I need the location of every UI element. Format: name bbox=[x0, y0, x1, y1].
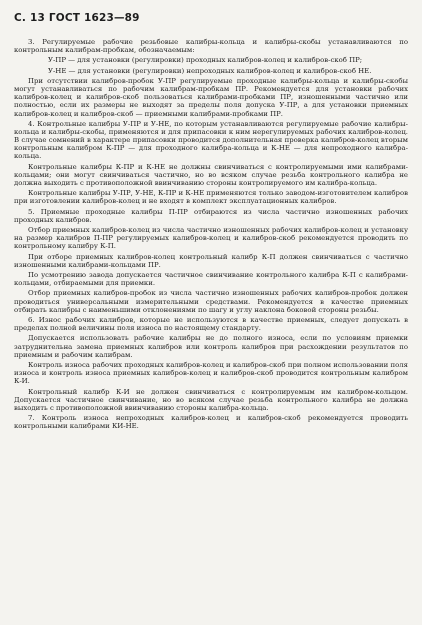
paragraph: Допускается использовать рабочие калибры не до полного износа, если по условиям приемки затруднительна замена приемных калибров или контроль калибров при расхождении результатов по приемным и рабочим калибрам. bbox=[14, 334, 408, 359]
page-header: С. 13 ГОСТ 1623—89 bbox=[14, 12, 140, 24]
paragraph: Отбор приемных калибров-колец из числа частично изношенных рабочих калибров-колец и установку на размер калибров П-ПР регулируемых калибров-колец и калибров-скоб рекомендуется проводить по контрольному калибру К-П. bbox=[14, 226, 408, 251]
paragraph: При отсутствии калибров-пробок У-ПР регулируемые проходные калибры-кольца и калибры-скобы могут устанавливаться по рабочим калибрам-пробкам ПР. Рекомендуется для установки рабочих калибров-колец и калибров-скоб пользоваться калибрами-пробками ПР, изношенными частично или полностью, если их размеры не выходят за пределы поля допуска У-ПР, а для установки приемных калибров-колец и калибров-скоб — приемными калибрами-пробками ПР. bbox=[14, 76, 408, 118]
paragraph: Контрольный калибр К-И не должен свинчиваться с контролируемым им калибром-кольцом. Допускается частичное свинчивание, но во всяком случае резьба контрольного калибра не должна выходить с противоположной ввинчиванию стороны калибра-кольца. bbox=[14, 387, 408, 412]
paragraph: 4. Контрольные калибры У-ПР и У-НЕ, по которым устанавливаются регулируемые рабочие калибры-кольца и калибры-скобы, применяются и для припасовки к ним нерегулируемых рабочих калибров-колец. В случае сомнений в характере припасовки проводится дополнительная проверка калибров-колец вторым контрольным калибром К-ПР — для проходного калибра-кольца и К-НЕ — для непроходного калибра-кольца. bbox=[14, 119, 408, 161]
paragraph: У-ПР — для установки (регулировки) проходных калибров-колец и калибров-скоб ПР; bbox=[48, 56, 363, 65]
paragraph: 5. Приемные проходные калибры П-ПР отбираются из числа частично изношенных рабочих проходных калибров. bbox=[14, 207, 408, 224]
paragraph: Контрольные калибры К-ПР и К-НЕ не должны свинчиваться с контролируемыми ими калибрами-кольцами; они могут свинчиваться частично, но во всяком случае резьба контрольного калибра не должна выходить с противоположной ввинчиванию стороны контролируемого им калибра-кольца. bbox=[14, 162, 408, 187]
paragraph: Отбор приемных калибров-пробок из числа частично изношенных рабочих калибров-пробок должен проводиться универсальными измерительными средствами. Рекомендуется в качестве приемных отбирать калибры с наименьшими отклонениями по шагу и углу наклона боковой стороны резьбы. bbox=[14, 289, 408, 314]
paragraph: У-НЕ — для установки (регулировки) непроходных калибров-колец и калибров-скоб НЕ. bbox=[48, 66, 372, 75]
paragraph: Контроль износа рабочих проходных калибров-колец и калибров-скоб при полном использовании поля износа и контроль износа приемных калибров-колец и калибров-скоб проводится контрольным калибром К-И. bbox=[14, 360, 408, 386]
paragraph: Контрольные калибры У-ПР, У-НЕ, К-ПР и К-НЕ применяются только заводом-изготовителем калибров при изготовлении калибров-колец и не входят в комплект эксплуатационных калибров. bbox=[14, 189, 408, 206]
paragraph: 3. Регулируемые рабочие резьбовые калибры-кольца и калибры-скобы устанавливаются по контрольным калибрам-пробкам, обозначаемым: bbox=[14, 38, 408, 55]
paragraph: 6. Износ рабочих калибров, которые не используются в качестве приемных, следует допускать в пределах полной величины поля износа по настоящему стандарту. bbox=[14, 315, 408, 333]
paragraph: По усмотрению завода допускается частичное свинчивание контрольного калибра К-П с калибрами-кольцами, отбираемыми для приемки. bbox=[14, 271, 408, 288]
paragraph: 7. Контроль износа непроходных калибров-колец и калибров-скоб рекомендуется проводить контрольными калибрами КИ-НЕ. bbox=[14, 414, 408, 431]
paragraph: При отборе приемных калибров-колец контрольный калибр К-П должен свинчиваться с частично изношенными калибрами-кольцами ПР. bbox=[14, 252, 408, 269]
page-body bbox=[14, 38, 408, 432]
